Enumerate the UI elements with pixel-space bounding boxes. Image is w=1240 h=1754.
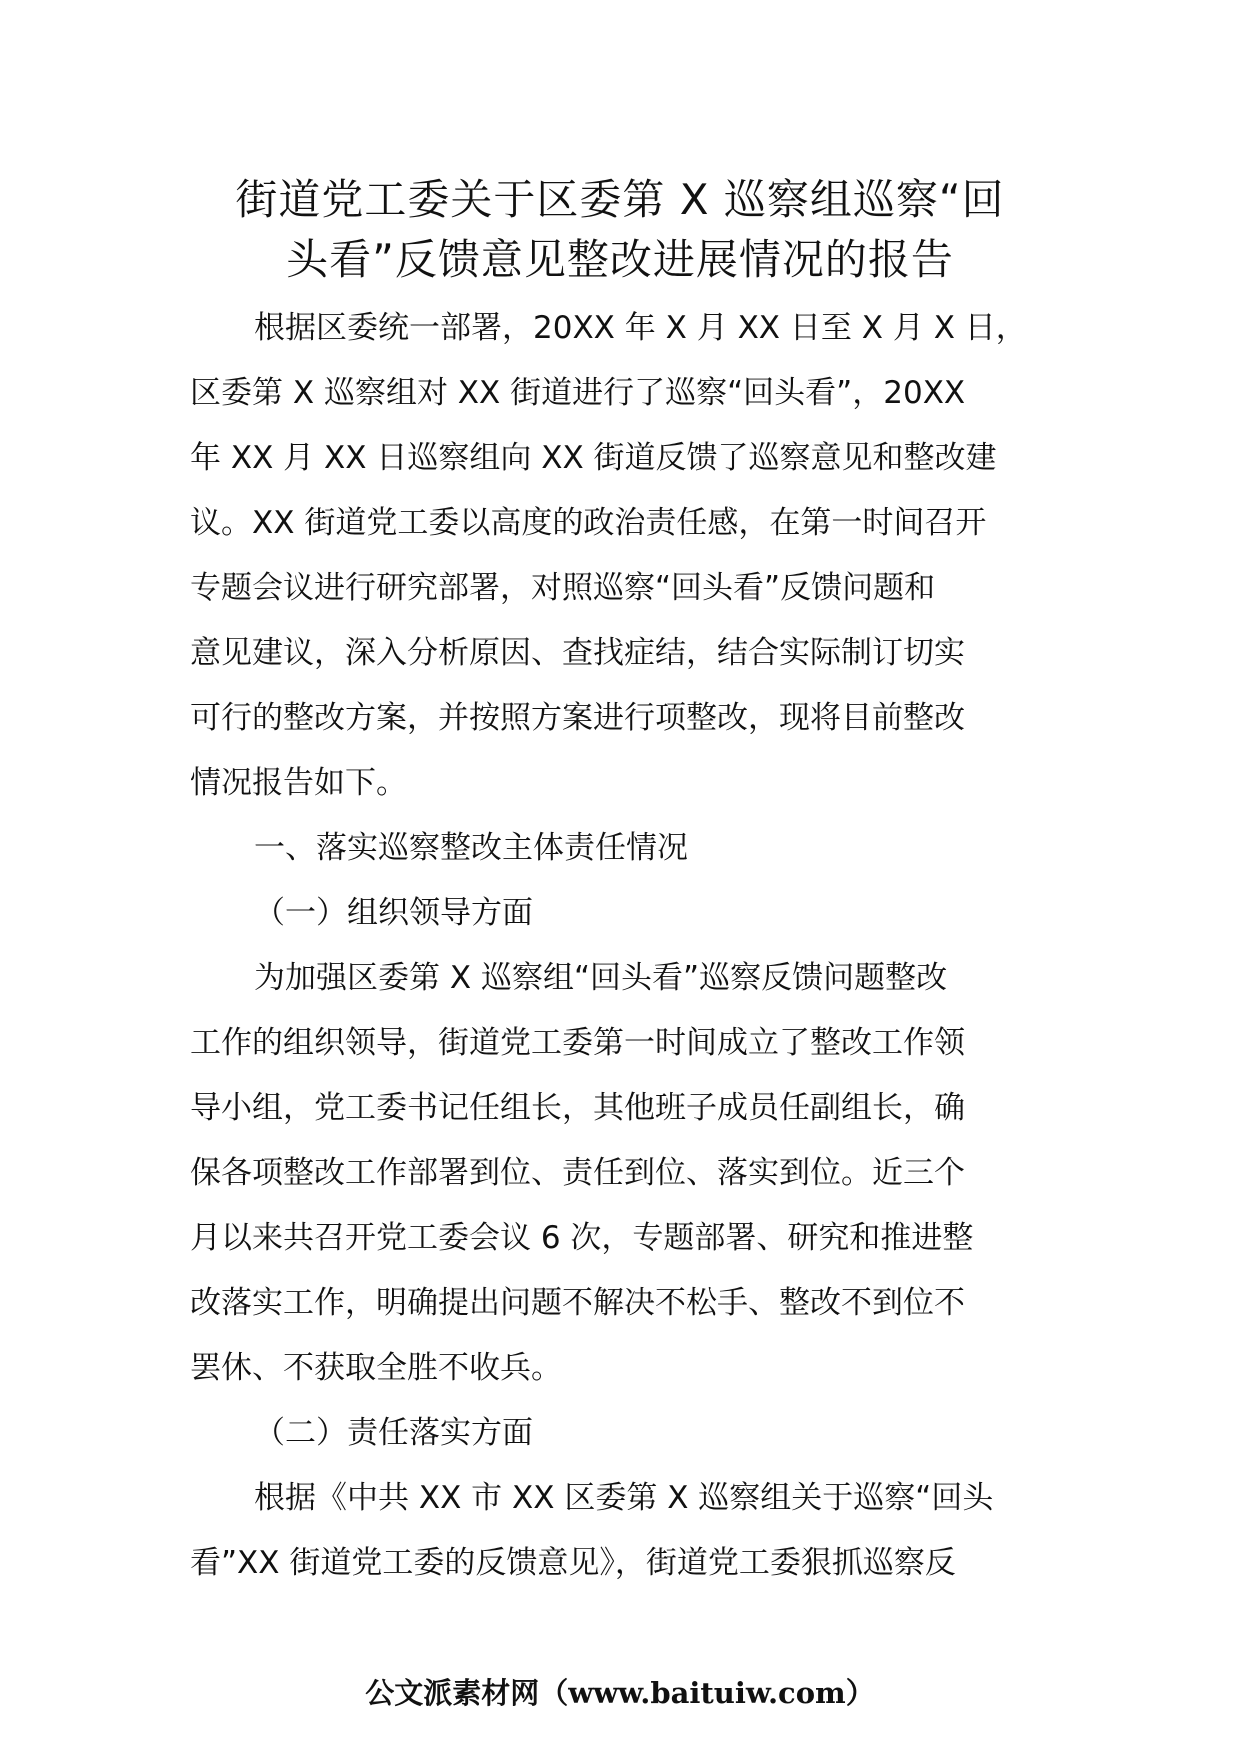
paragraph-line-16: 根据《中共 XX 市 XX 区委第 X 巡察组关于巡察“回头 xyxy=(254,1480,994,1516)
paragraph-line-3: 年 XX 月 XX 日巡察组向 XX 街道反馈了巡察意见和整改建 xyxy=(190,440,997,476)
paragraph-line-8: 情况报告如下。 xyxy=(190,765,407,801)
paragraph-line-10: 工作的组织领导，街道党工委第一时间成立了整改工作领 xyxy=(190,1025,965,1061)
footer-source: 公文派素材网（www.baituiw.com） xyxy=(365,1676,875,1710)
title-line-2: 头看”反馈意见整改进展情况的报告 xyxy=(286,235,954,284)
paragraph-line-4: 议。XX 街道党工委以高度的政治责任感，在第一时间召开 xyxy=(190,505,987,541)
paragraph-line-14: 改落实工作，明确提出问题不解决不松手、整改不到位不 xyxy=(190,1285,965,1321)
title-line-1: 街道党工委关于区委第 X 巡察组巡察“回 xyxy=(235,175,1005,224)
paragraph-line-13: 月以来共召开党工委会议 6 次，专题部署、研究和推进整 xyxy=(190,1220,974,1256)
paragraph-line-5: 专题会议进行研究部署，对照巡察“回头看”反馈问题和 xyxy=(190,570,936,606)
paragraph-line-2: 区委第 X 巡察组对 XX 街道进行了巡察“回头看”，20XX xyxy=(190,375,966,411)
paragraph-line-12: 保各项整改工作部署到位、责任到位、落实到位。近三个 xyxy=(190,1155,965,1191)
paragraph-line-15: 罢休、不获取全胜不收兵。 xyxy=(190,1350,562,1386)
paragraph-line-1: 根据区委统一部署，20XX 年 X 月 XX 日至 X 月 X 日， xyxy=(254,310,1027,346)
paragraph-line-11: 导小组，党工委书记任组长，其他班子成员任副组长，确 xyxy=(190,1090,965,1126)
section-heading: 一、落实巡察整改主体责任情况 xyxy=(254,830,688,866)
paragraph-line-6: 意见建议，深入分析原因、查找症结，结合实际制订切实 xyxy=(190,635,965,671)
paragraph-line-9: 为加强区委第 X 巡察组“回头看”巡察反馈问题整改 xyxy=(254,960,948,996)
subsection-heading-1: （一）组织领导方面 xyxy=(254,895,533,931)
document-body xyxy=(190,296,1050,1596)
paragraph-line-17: 看”XX 街道党工委的反馈意见》，街道党工委狠抓巡察反 xyxy=(190,1545,956,1581)
document-title xyxy=(190,170,1050,290)
subsection-heading-2: （二）责任落实方面 xyxy=(254,1415,533,1451)
paragraph-line-7: 可行的整改方案，并按照方案进行项整改，现将目前整改 xyxy=(190,700,965,736)
